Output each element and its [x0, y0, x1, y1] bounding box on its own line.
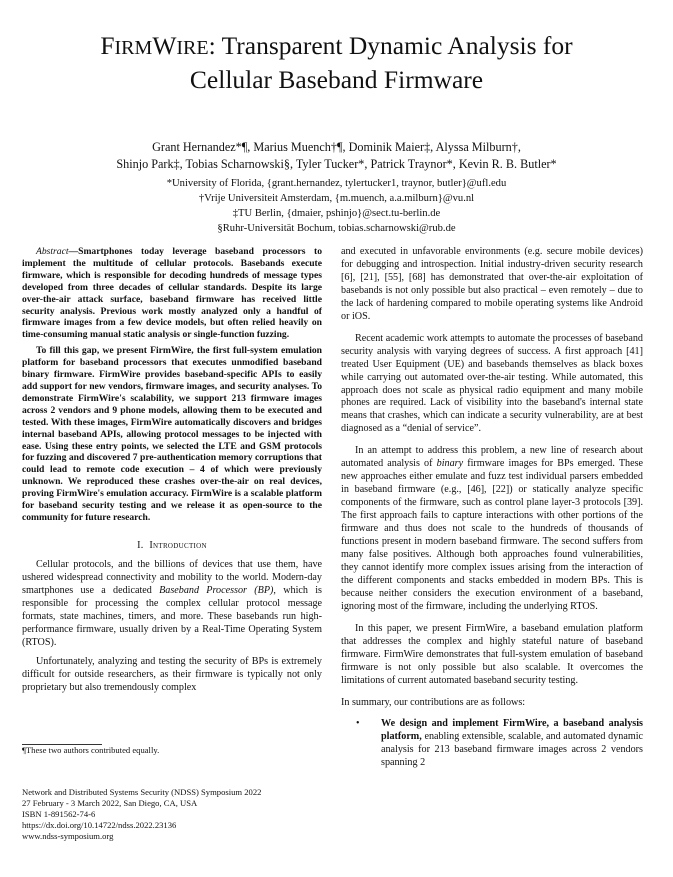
- abstract-paragraph-2: To fill this gap, we present FirmWire, the first full-system emulation platform for baseband processors that executes unmodified baseband binary firmware. FirmWire provides baseband-specific APIs to easily add support for new vendors, firmware images, and security analyses. To demonstrate FirmWire's scalability, we support 213 firmware images across 2 vendors and 9 phone models, allowing them to be executed and tested. With these images, FirmWire automatically discovers and bridges internal baseband APIs, allowing protocol messages to be injected with ease. Using these entry points, we selected the LTE and GSM protocols for fuzzing and discovered 7 pre-authentication memory corruptions that could lead to remote code execution – 4 of which were previously unknown. We reproduced these crashes over-the-air on real devices, proving FirmWire's emulation accuracy. FirmWire is a scalable platform for baseband security testing and we release it as open-source to the community for future research.: [22, 345, 322, 523]
- intro-paragraph-1: Cellular protocols, and the billions of devices that use them, have ushered widespread connectivity and mobility to the world. Modern-day smartphones use a dedicated Baseband Processor (BP), which is responsible for processing the complex cellular protocol message formats, state machines, timers, and more. These basebands run high-performance firmware, usually driven by a Real-Time Operating System (RTOS).: [22, 558, 322, 648]
- author-line-2: Shinjo Park‡, Tobias Scharnowski§, Tyler Tucker*, Patrick Traynor*, Kevin R. B. Butler*: [116, 157, 557, 171]
- author-list: [20, 139, 653, 173]
- contribution-bullet: • We design and implement FirmWire, a baseband analysis platform, enabling extensible, scalable, and automated dynamic analysis for 213 baseband firmware images across 2 vendors spanning 2: [356, 718, 643, 769]
- footnote: ¶These two authors contributed equally.: [22, 745, 160, 755]
- affiliation-tu-berlin: ‡TU Berlin, {dmaier, pshinjo}@sect.tu-berlin.de: [232, 208, 441, 219]
- left-column: [22, 246, 322, 695]
- section-heading-introduction: I. Introduction: [137, 539, 207, 551]
- symposium-info: [22, 787, 261, 842]
- title-line-1: FIRMWIRE: Transparent Dynamic Analysis for: [100, 31, 573, 60]
- affiliation-rub: §Ruhr-Universität Bochum, tobias.scharnowski@rub.de: [217, 223, 456, 234]
- right-paragraph-2: Recent academic work attempts to automate the processes of baseband security analysis with varying degrees of success. A first approach [41] treated User Equipment (UE) and basebands themselves as black boxes while carrying out automated over-the-air testing. While automated, this approach does not scale as physical radio equipment and many mobile phones are required. Lack of visibility into the baseband's internal state means that crashes, which can indicate a security vulnerability, are at best diagnosed as a “denial of service”.: [341, 332, 643, 435]
- affiliations: [20, 176, 653, 236]
- doi-link[interactable]: https://dx.doi.org/10.14722/ndss.2022.23136: [22, 819, 177, 830]
- right-column: [341, 246, 643, 770]
- introduction-body: [22, 559, 322, 696]
- right-paragraph-4: In this paper, we present FirmWire, a baseband emulation platform that addresses the complex and highly stateful nature of baseband firmware. FirmWire demonstrates that full-system emulation of baseband firmware is not only possible but also scalable. It overcomes the limitations of current automated baseband security testing.: [341, 622, 643, 686]
- website-link[interactable]: www.ndss-symposium.org: [22, 830, 114, 841]
- right-paragraph-1: and executed in unfavorable environments (e.g. secure mobile devices) for debugging and introspection. Initial industry-driven security research [6], [21], [55], [68] has demonstrated that over-the-air exploitation of basebands is not only possible but also practical – even remotely – due to the lack of hardening compared to mobile operating systems like Android or iOS.: [341, 246, 643, 322]
- affiliation-ufl: *University of Florida, {grant.hernandez, tylertucker1, traynor, butler}@ufl.edu: [166, 178, 507, 189]
- abstract: [22, 246, 322, 524]
- paper-title: [20, 30, 653, 96]
- right-paragraph-3: In an attempt to address this problem, a new line of research about automated analysis of binary firmware images for BPs emerged. These new approaches either emulate and fuzz test individual parsers embedded in baseband firmware (e.g., [46], [22]) or statically analyze specific components of the firmware, such as control plane layer-3 protocols [39]. The first approach fails to capture interactions with other portions of the firmware and thus does not scale to the hundreds of thousands of functions present in modern baseband firmware. The second suffers from many false positives. Although both approaches found vulnerabilities, they cannot identify more complex issues arising from the interaction of the different components and stacks embedded in modern BPs. This is because neither considers the execution environment of a baseband, ignoring most of the firmware, including the underlying RTOS.: [341, 445, 643, 612]
- symposium-line: Network and Distributed Systems Security (NDSS) Symposium 2022: [22, 787, 262, 797]
- abstract-paragraph-1: Abstract—Smartphones today leverage baseband processors to implement the multitude of cellular protocols. Basebands execute firmware, which is responsible for decoding hundreds of message types developed from three decades of cellular standards. Despite its large over-the-air attack surface, baseband firmware has received little security analysis. Previous work mostly analyzed only a handful of firmware images from a few device models, but often relied heavily on time-consuming manual static analysis or single-function fuzzing.: [22, 246, 322, 341]
- affiliation-vu: †Vrije Universiteit Amsterdam, {m.muench, a.a.milburn}@vu.nl: [198, 193, 475, 204]
- bullet-icon: •: [356, 718, 360, 730]
- contributions-intro: In summary, our contributions are as follows:: [341, 696, 526, 708]
- author-line-1: Grant Hernandez*¶, Marius Muench†¶, Dominik Maier‡, Alyssa Milburn†,: [152, 140, 521, 154]
- title-line-2: Cellular Baseband Firmware: [189, 65, 484, 94]
- symposium-line: ISBN 1-891562-74-6: [22, 808, 96, 819]
- symposium-line: 27 February - 3 March 2022, San Diego, CA, USA: [22, 797, 198, 808]
- intro-paragraph-2: Unfortunately, analyzing and testing the security of BPs is extremely difficult for outside researchers, as their firmware is typically not only proprietary but also tremendously complex: [22, 656, 322, 694]
